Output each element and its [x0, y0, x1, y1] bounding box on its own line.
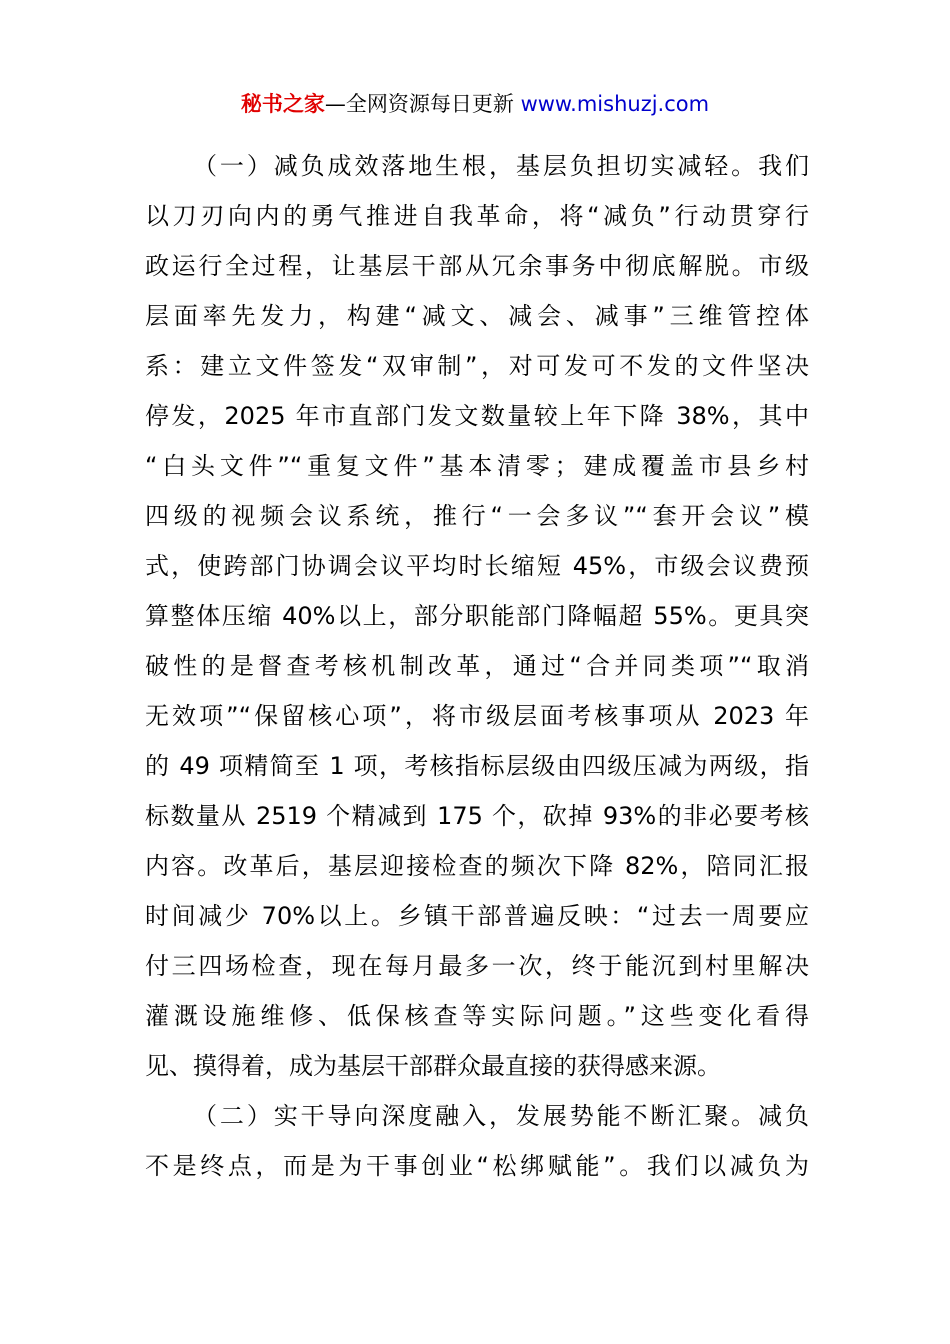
paragraph-1-line: 时间减少 70%以上。乡镇干部普遍反映：“过去一周要应	[145, 902, 809, 930]
paragraph-1-line: 见、摸得着，成为基层干部群众最直接的获得感来源。	[145, 1052, 721, 1080]
site-url-link[interactable]: www.mishuzj.com	[520, 92, 710, 116]
paragraph-1-line: 付三四场检查，现在每月最多一次，终于能沉到村里解决	[145, 952, 809, 980]
paragraph-1-line: 四级的视频会议系统，推行“一会多议”“套开会议”模	[145, 502, 809, 530]
paragraph-2-line: （二）实干导向深度融入，发展势能不断汇聚。减负	[193, 1102, 809, 1130]
paragraph-1-line: 层面率先发力，构建“减文、减会、减事”三维管控体	[145, 302, 809, 330]
paragraph-1-line: 政运行全过程，让基层干部从冗余事务中彻底解脱。市级	[145, 252, 809, 280]
page-header	[0, 88, 950, 120]
paragraph-1-line: 的 49 项精简至 1 项，考核指标层级由四级压减为两级，指	[145, 752, 809, 780]
paragraph-1-line: 算整体压缩 40%以上，部分职能部门降幅超 55%。更具突	[145, 602, 809, 630]
paragraph-1-line: 停发，2025 年市直部门发文数量较上年下降 38%，其中	[145, 402, 809, 430]
paragraph-1-line: 内容。改革后，基层迎接检查的频次下降 82%，陪同汇报	[145, 852, 809, 880]
site-brand: 秘书之家	[240, 92, 325, 116]
paragraph-1-line: 系：建立文件签发“双审制”，对可发可不发的文件坚决	[145, 352, 809, 380]
paragraph-1-line: 式，使跨部门协调会议平均时长缩短 45%，市级会议费预	[145, 552, 809, 580]
paragraph-1-line: 标数量从 2519 个精减到 175 个，砍掉 93%的非必要考核	[145, 802, 809, 830]
paragraph-1-line: 破性的是督查考核机制改革，通过“合并同类项”“取消	[145, 652, 809, 680]
paragraph-1-line: （一）减负成效落地生根，基层负担切实减轻。我们	[193, 152, 809, 180]
paragraph-1-line: “白头文件”“重复文件”基本清零；建成覆盖市县乡村	[145, 452, 809, 480]
paragraph-2-line: 不是终点，而是为干事创业“松绑赋能”。我们以减负为	[145, 1152, 809, 1180]
site-tagline: —全网资源每日更新	[324, 92, 514, 116]
paragraph-1-line: 以刀刃向内的勇气推进自我革命，将“减负”行动贯穿行	[145, 202, 809, 230]
paragraph-1-line: 无效项”“保留核心项”，将市级层面考核事项从 2023 年	[145, 702, 809, 730]
paragraph-1-line: 灌溉设施维修、低保核查等实际问题。”这些变化看得	[145, 1002, 809, 1030]
